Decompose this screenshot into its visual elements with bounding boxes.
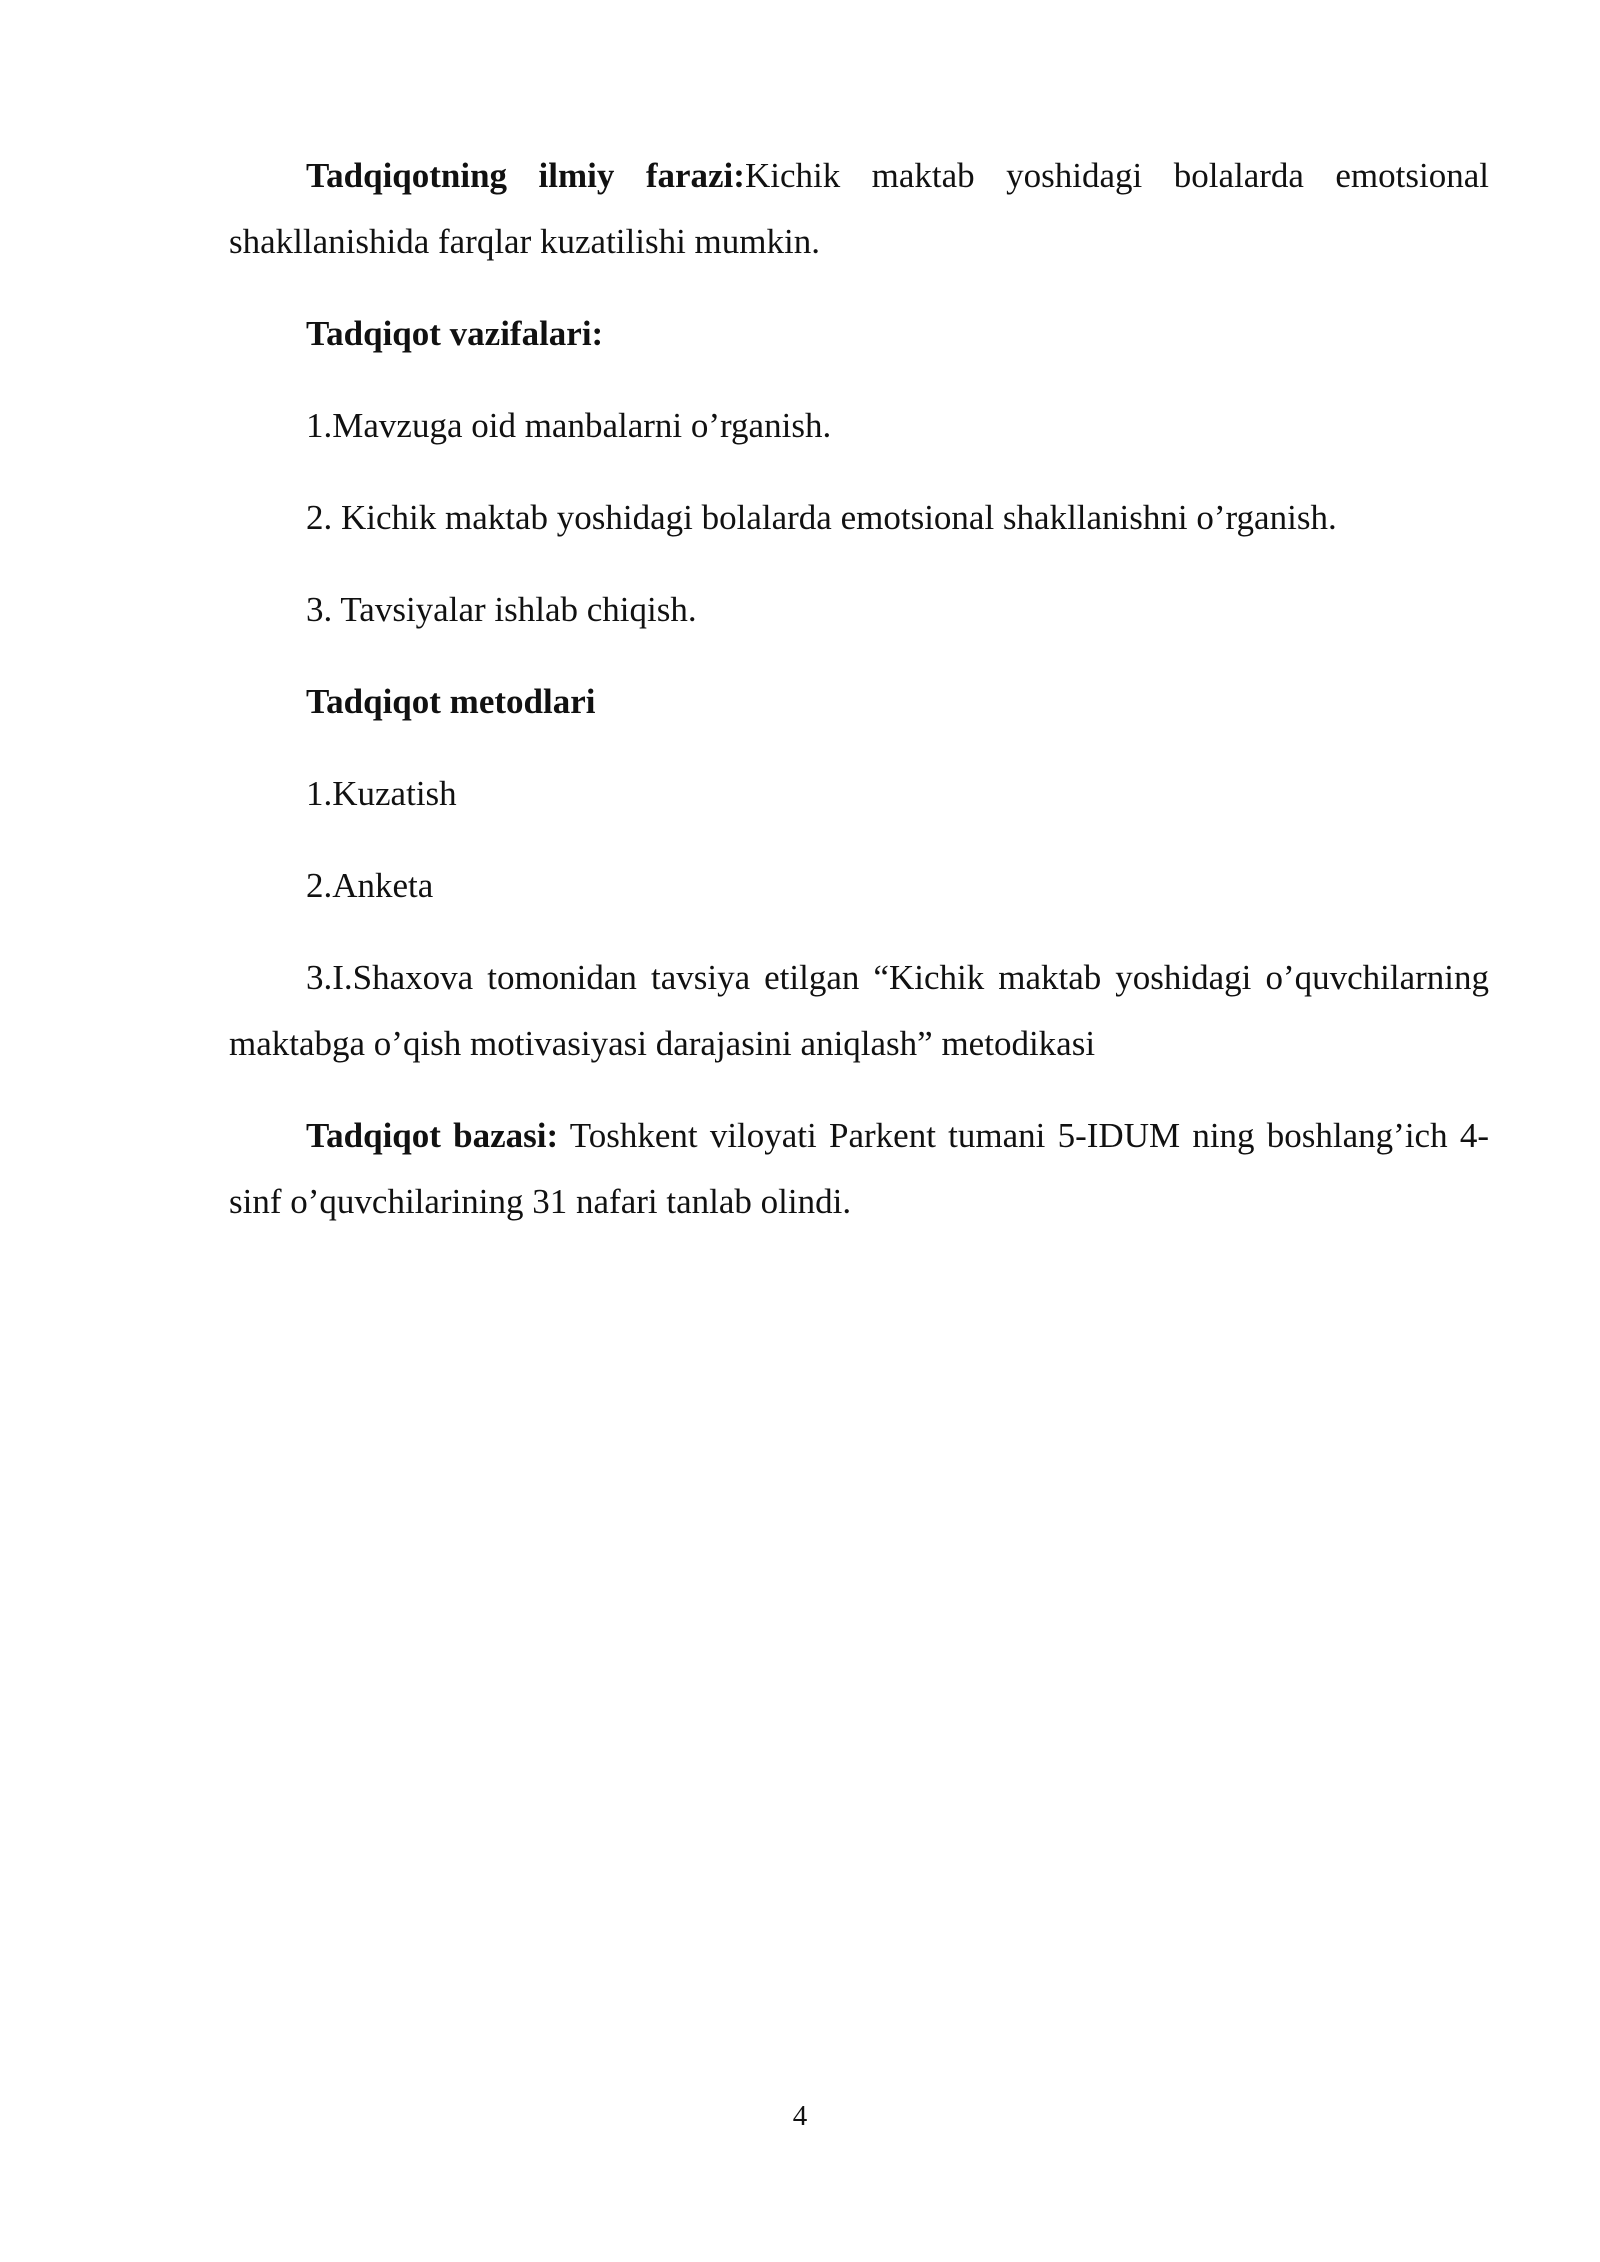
hypothesis-label: Tadqiqotning ilmiy farazi: xyxy=(306,156,745,195)
tasks-heading: Tadqiqot vazifalari: xyxy=(306,314,604,353)
page-content xyxy=(229,143,1489,1261)
task-item-2: 2. Kichik maktab yoshidagi bolalarda emotsional shakllanishni o’rganish. xyxy=(306,498,1337,537)
method-item-2: 2.Anketa xyxy=(306,866,434,905)
method-item-1: 1.Kuzatish xyxy=(306,774,457,813)
task-item-1: 1.Mavzuga oid manbalarni o’rganish. xyxy=(306,406,832,445)
hypothesis-text: Kichik maktab yoshidagi bolalarda emotsional shakllanishida farqlar kuzatilishi mumkin. xyxy=(229,156,1489,261)
base-paragraph xyxy=(229,1103,1489,1235)
task-item-3: 3. Tavsiyalar ishlab chiqish. xyxy=(306,590,697,629)
page-number: 4 xyxy=(792,2100,808,2132)
base-text: Toshkent viloyati Parkent tumani 5-IDUM ning boshlang’ich 4-sinf o’quvchilarining 31 nafari tanlab olindi. xyxy=(229,1116,1489,1221)
base-label: Tadqiqot bazasi: xyxy=(306,1116,559,1155)
method-item-3: 3.I.Shaxova tomonidan tavsiya etilgan “Kichik maktab yoshidagi o’quvchilarning maktabga o’qish motivasiyasi darajasini aniqlash” metodikasi xyxy=(229,958,1489,1063)
methods-heading: Tadqiqot metodlari xyxy=(306,682,596,721)
hypothesis-paragraph xyxy=(229,143,1489,275)
